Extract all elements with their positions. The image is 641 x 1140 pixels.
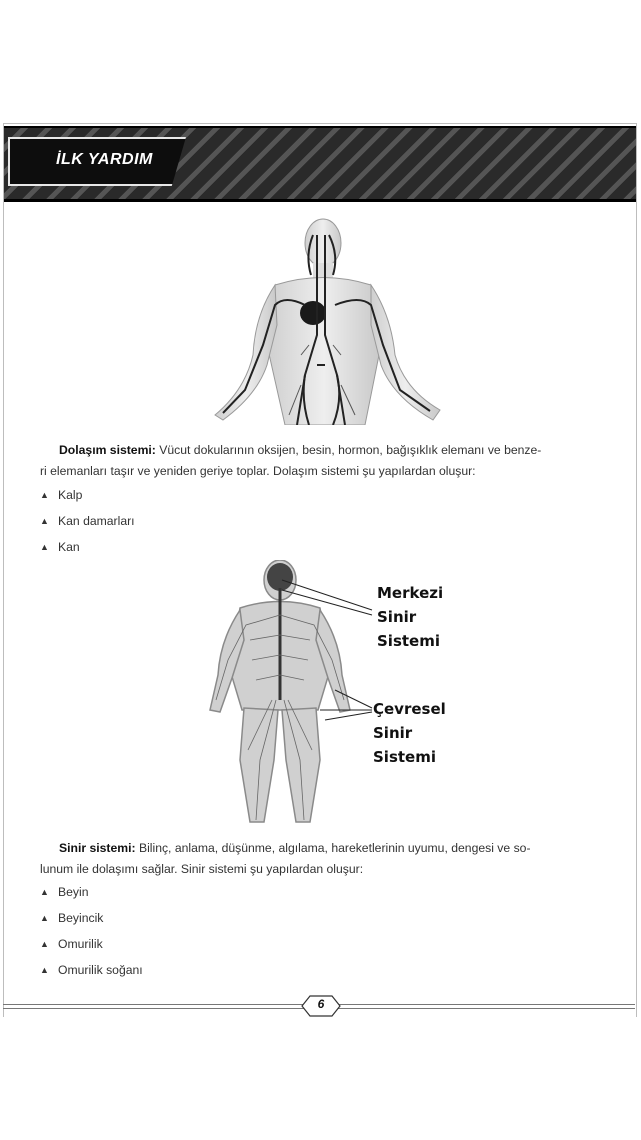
bullet-icon: ▲: [40, 490, 49, 500]
bullet-icon: ▲: [40, 913, 49, 923]
nervous-text-line2: lunum ile dolaşımı sağlar. Sinir sistemi şu yapılardan oluşur:: [40, 862, 364, 876]
circulatory-system-illustration: [205, 215, 450, 425]
circulatory-term: Dolaşım sistemi:: [59, 443, 156, 457]
list-item: ▲ Omurilik soğanı: [40, 963, 143, 977]
list-item: ▲ Beyincik: [40, 911, 104, 925]
bullet-icon: ▲: [40, 516, 49, 526]
list-item: ▲ Kalp: [40, 488, 83, 502]
list-item: ▲ Kan: [40, 540, 80, 554]
peripheral-nervous-label: Çevresel Sinir Sistemi: [373, 700, 446, 766]
callout-lines: [280, 570, 380, 730]
nervous-list: [40, 879, 143, 983]
circulatory-list: [40, 482, 135, 560]
bullet-icon: ▲: [40, 542, 49, 552]
list-item: ▲ Kan damarları: [40, 514, 135, 528]
page-footer: [3, 994, 635, 1018]
page-number: 6: [317, 997, 325, 1011]
page-title: İLK YARDIM: [56, 151, 153, 168]
nervous-paragraph: [40, 838, 600, 880]
nervous-text-line1: Bilinç, anlama, düşünme, algılama, hareketlerinin uyumu, dengesi ve so-: [138, 841, 531, 855]
list-item: ▲ Omurilik: [40, 937, 103, 951]
header-band: [4, 126, 636, 202]
nervous-term: Sinir sistemi:: [59, 841, 136, 855]
bullet-icon: ▲: [40, 965, 49, 975]
bullet-icon: ▲: [40, 887, 49, 897]
circulatory-text-line1: Vücut dokularının oksijen, besin, hormon, bağışıklık elemanı ve benze-: [159, 443, 542, 457]
circulatory-paragraph: [40, 440, 600, 482]
central-nervous-label: Merkezi Sinir Sistemi: [377, 584, 444, 650]
bullet-icon: ▲: [40, 939, 49, 949]
circulatory-text-line2: ri elemanları taşır ve yeniden geriye toplar. Dolaşım sistemi şu yapılardan oluşur:: [40, 464, 476, 478]
list-item: ▲ Beyin: [40, 885, 89, 899]
